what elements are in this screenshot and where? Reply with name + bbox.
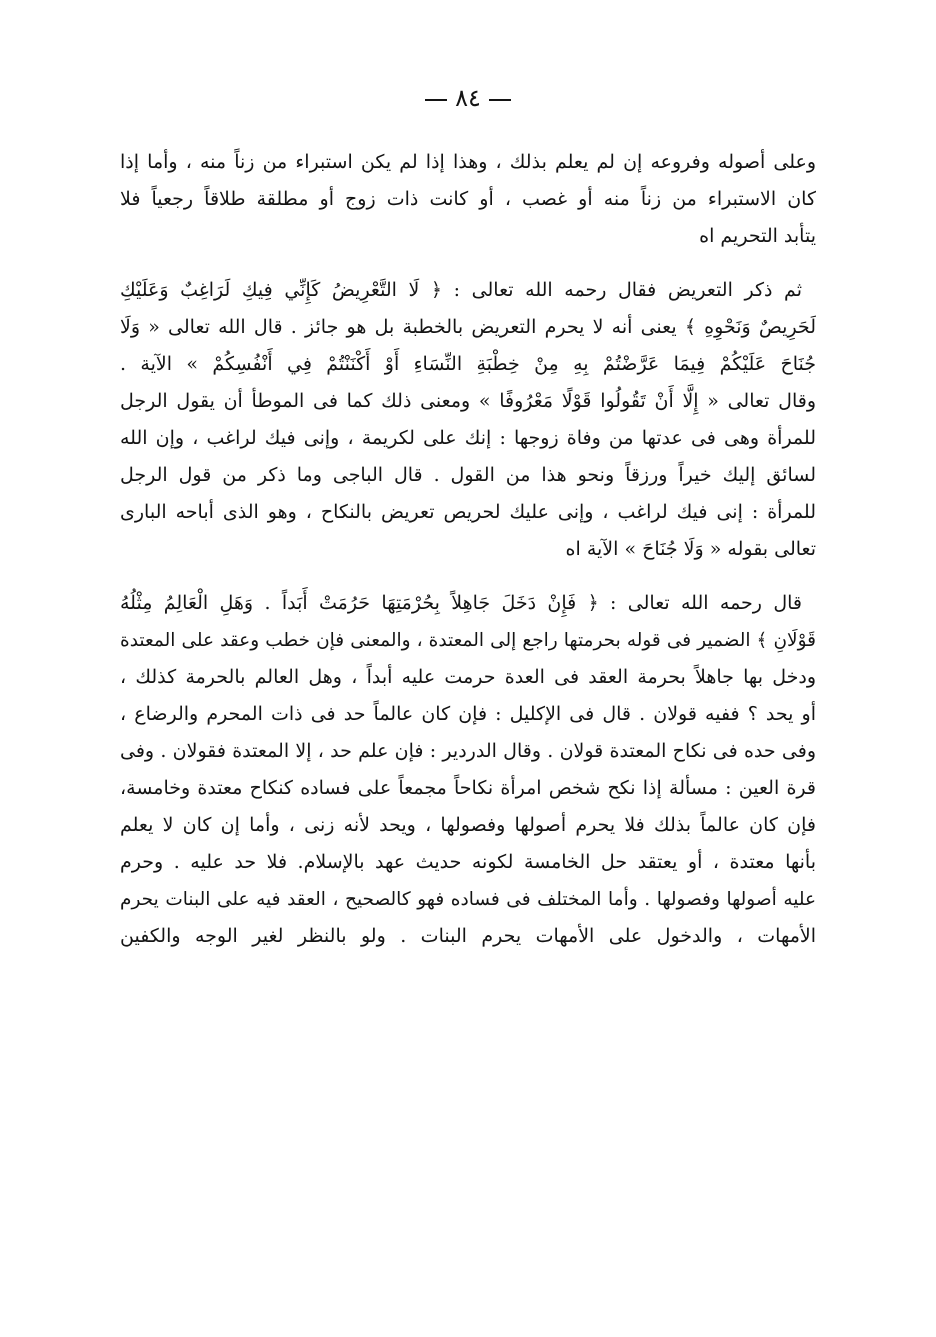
text-line: بأنها معتدة ، أو يعتقد حل الخامسة لكونه حديث عهد بالإسلام. فلا حد عليه . وحرم [120,851,816,873]
text-line: ودخل بها جاهلاً بحرمة العقد فى العدة حرمت عليه أبداً ، وهل العالم بالحرمة كذلك ، [120,666,816,688]
page-number-dash-left [425,99,447,101]
page-number [0,82,936,114]
text-line: للمرأة : إنى فيك لراغب ، وإنى عليك لحريص تعريض بالنكاح ، وهو الذى أباحه البارى [120,501,816,523]
text-line: للمرأة وهى فى عدتها من وفاة زوجها : إنك على لكريمة ، وإنى فيك لراغب ، وإن الله [120,427,816,449]
body-text [120,144,816,955]
text-line: كان الاستبراء من زناً منه أو غصب ، أو كانت ذات زوج أو مطلقة طلاقاً رجعياً فلا [120,188,816,210]
text-line: لَحَرِيصٌ وَنَحْوِهِ ﴾ يعنى أنه لا يحرم التعريض بالخطبة بل هو جائز . قال الله تعالى « وَلَا [120,316,816,338]
text-line: لسائق إليك خيراً ورزقاً ونحو هذا من القول . قال الباجى وما ذكر من قول الرجل [120,464,816,486]
text-line: ثم ذكر التعريض فقال رحمه الله تعالى : ﴿ لَا التَّعْرِيضُ كَإِنِّي فِيكِ لَرَاغِبٌ وَعَلَيْكِ [120,279,802,301]
text-line: عليه أصولها وفصولها . وأما المختلف فى فساده فهو كالصحيح ، العقد فيه على البنات يحرم [120,889,816,910]
text-line: وعلى أصوله وفروعه إن لم يعلم بذلك ، وهذا إذا لم يكن استبراء من زناً منه ، وأما إذا [120,151,816,173]
text-line: قرة العين : مسألة إذا نكح شخص امرأة نكاحاً مجمعاً على فساده كنكاح معتدة وخامسة، [120,777,816,799]
text-line: وفى حده فى نكاح المعتدة قولان . وقال الدردير : فإن علم حد ، إلا المعتدة فقولان . وفى [120,740,816,762]
text-line: الأمهات ، والدخول على الأمهات يحرم البنات . ولو بالنظر لغير الوجه والكفين [120,925,816,947]
page-number-text: ٨٤ [455,84,481,112]
text-line: وقال تعالى « إِلَّا أَنْ تَقُولُوا قَوْلًا مَعْرُوفًا » ومعنى ذلك كما فى الموطأ أن يقول الرجل [120,390,816,412]
text-line: قال رحمه الله تعالى : ﴿ فَإِنْ دَخَلَ جَاهِلاً بِحُرْمَتِهَا حَرُمَتْ أَبَداً . وَهَلِ الْعَالِمُ مِثْلُهُ [120,592,802,614]
text-line: تعالى بقوله « وَلَا جُنَاحَ » الآية اه [565,538,816,560]
text-line: أو يحد ؟ ففيه قولان . قال فى الإكليل : فإن كان عالماً حد فى ذات المحرم والرضاع ، [120,703,816,725]
text-line: يتأبد التحريم اه [699,225,816,247]
text-line: جُنَاحَ عَلَيْكُمْ فِيمَا عَرَّضْتُمْ بِهِ مِنْ خِطْبَةِ النِّسَاءِ أَوْ أَكْنَنْتُمْ فِي أَنْفُسِكُمْ » الآية . [120,353,816,375]
text-line: فإن كان عالماً بذلك فلا يحرم أصولها وفصولها ، ويحد لأنه زنى ، وأما إن كان لا يعلم [120,814,816,836]
page-number-dash-right [489,99,511,101]
text-line: قَوْلَانِ ﴾ الضمير فى قوله بحرمتها راجع إلى المعتدة ، والمعنى فإن خطب وعقد على المعتدة [120,630,816,651]
